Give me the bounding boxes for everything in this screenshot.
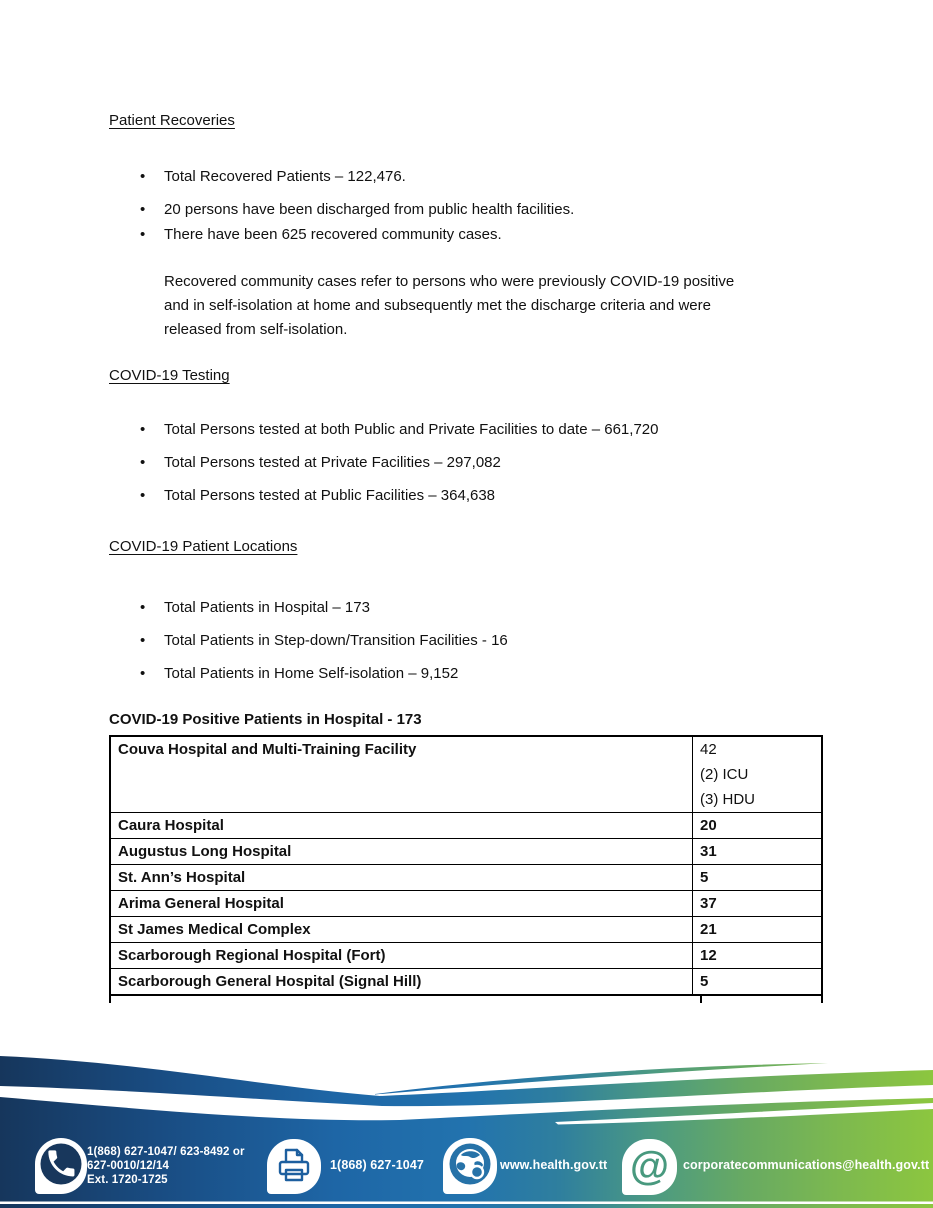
note-line: released from self-isolation. bbox=[164, 321, 348, 338]
facility-name: St James Medical Complex bbox=[110, 917, 693, 943]
section-heading-patient-recoveries: Patient Recoveries bbox=[109, 112, 235, 129]
table-row bbox=[110, 969, 822, 996]
facility-name: Couva Hospital and Multi-Training Facility bbox=[118, 741, 417, 758]
patient-count: 37 bbox=[693, 891, 823, 917]
bullet-discharged: • 20 persons have been discharged from public health facilities. bbox=[109, 197, 823, 222]
table-row bbox=[110, 839, 822, 865]
bullet-tested-total: • Total Persons tested at both Public and Private Facilities to date – 661,720 bbox=[109, 417, 823, 442]
phone-icon bbox=[35, 1138, 87, 1194]
facility-name: Scarborough General Hospital (Signal Hill) bbox=[110, 969, 693, 996]
recoveries-bullet-list bbox=[109, 164, 823, 247]
fax-number: 1(868) 627-1047 bbox=[330, 1158, 424, 1172]
patient-count: 42 bbox=[700, 741, 717, 758]
hospital-table bbox=[109, 735, 823, 996]
patient-count: 31 bbox=[693, 839, 823, 865]
bullet-home-isolation: • Total Patients in Home Self-isolation – 9,152 bbox=[109, 661, 823, 686]
patient-count: 5 bbox=[693, 865, 823, 891]
recovered-community-note bbox=[164, 270, 823, 342]
patient-count: 12 bbox=[693, 943, 823, 969]
table-row bbox=[110, 736, 822, 813]
website-url: www.health.gov.tt bbox=[500, 1158, 608, 1172]
section-heading-covid-testing: COVID-19 Testing bbox=[109, 367, 230, 384]
footer-upper-swoosh bbox=[0, 1056, 933, 1106]
table-row bbox=[110, 891, 822, 917]
email-icon bbox=[622, 1139, 677, 1195]
bullet-total-recovered: • Total Recovered Patients – 122,476. bbox=[109, 164, 823, 189]
hdu-count: (3) HDU bbox=[700, 791, 755, 808]
globe-icon bbox=[443, 1138, 497, 1194]
facility-name: Caura Hospital bbox=[110, 813, 693, 839]
note-line: Recovered community cases refer to persons who were previously COVID-19 positive bbox=[164, 273, 735, 290]
table-row bbox=[110, 865, 822, 891]
icu-count: (2) ICU bbox=[700, 766, 749, 783]
facility-name: Arima General Hospital bbox=[110, 891, 693, 917]
bullet-in-hospital: • Total Patients in Hospital – 173 bbox=[109, 595, 823, 620]
footer-banner bbox=[0, 1040, 933, 1208]
table-row bbox=[110, 917, 822, 943]
table-row-partial bbox=[109, 996, 823, 1003]
patient-count: 21 bbox=[693, 917, 823, 943]
at-symbol: @ bbox=[629, 1143, 669, 1188]
email-address: corporatecommunications@health.gov.tt bbox=[683, 1158, 930, 1172]
table-row bbox=[110, 813, 822, 839]
locations-bullet-list bbox=[109, 595, 823, 686]
testing-bullet-list bbox=[109, 417, 823, 508]
fax-icon bbox=[267, 1139, 321, 1194]
facility-name: St. Ann’s Hospital bbox=[110, 865, 693, 891]
bullet-tested-private: • Total Persons tested at Private Facilities – 297,082 bbox=[109, 450, 823, 475]
facility-name: Augustus Long Hospital bbox=[110, 839, 693, 865]
table-row bbox=[110, 943, 822, 969]
facility-name: Scarborough Regional Hospital (Fort) bbox=[110, 943, 693, 969]
bullet-step-down: • Total Patients in Step-down/Transition Facilities - 16 bbox=[109, 628, 823, 653]
patient-count: 5 bbox=[693, 969, 823, 996]
hospital-table-title: COVID-19 Positive Patients in Hospital - 173 bbox=[109, 711, 422, 728]
patient-count: 20 bbox=[693, 813, 823, 839]
document-body bbox=[109, 112, 823, 1003]
phone-numbers: 1(868) 627-1047/ 623-8492 or 627-0010/12/14 Ext. 1720-1725 bbox=[87, 1146, 245, 1186]
section-heading-patient-locations: COVID-19 Patient Locations bbox=[109, 538, 298, 555]
bullet-community-recovered: • There have been 625 recovered community cases. bbox=[109, 222, 823, 247]
note-line: and in self-isolation at home and subsequently met the discharge criteria and were bbox=[164, 297, 711, 314]
footer-bottom-line bbox=[0, 1202, 933, 1205]
bullet-tested-public: • Total Persons tested at Public Facilities – 364,638 bbox=[109, 483, 823, 508]
